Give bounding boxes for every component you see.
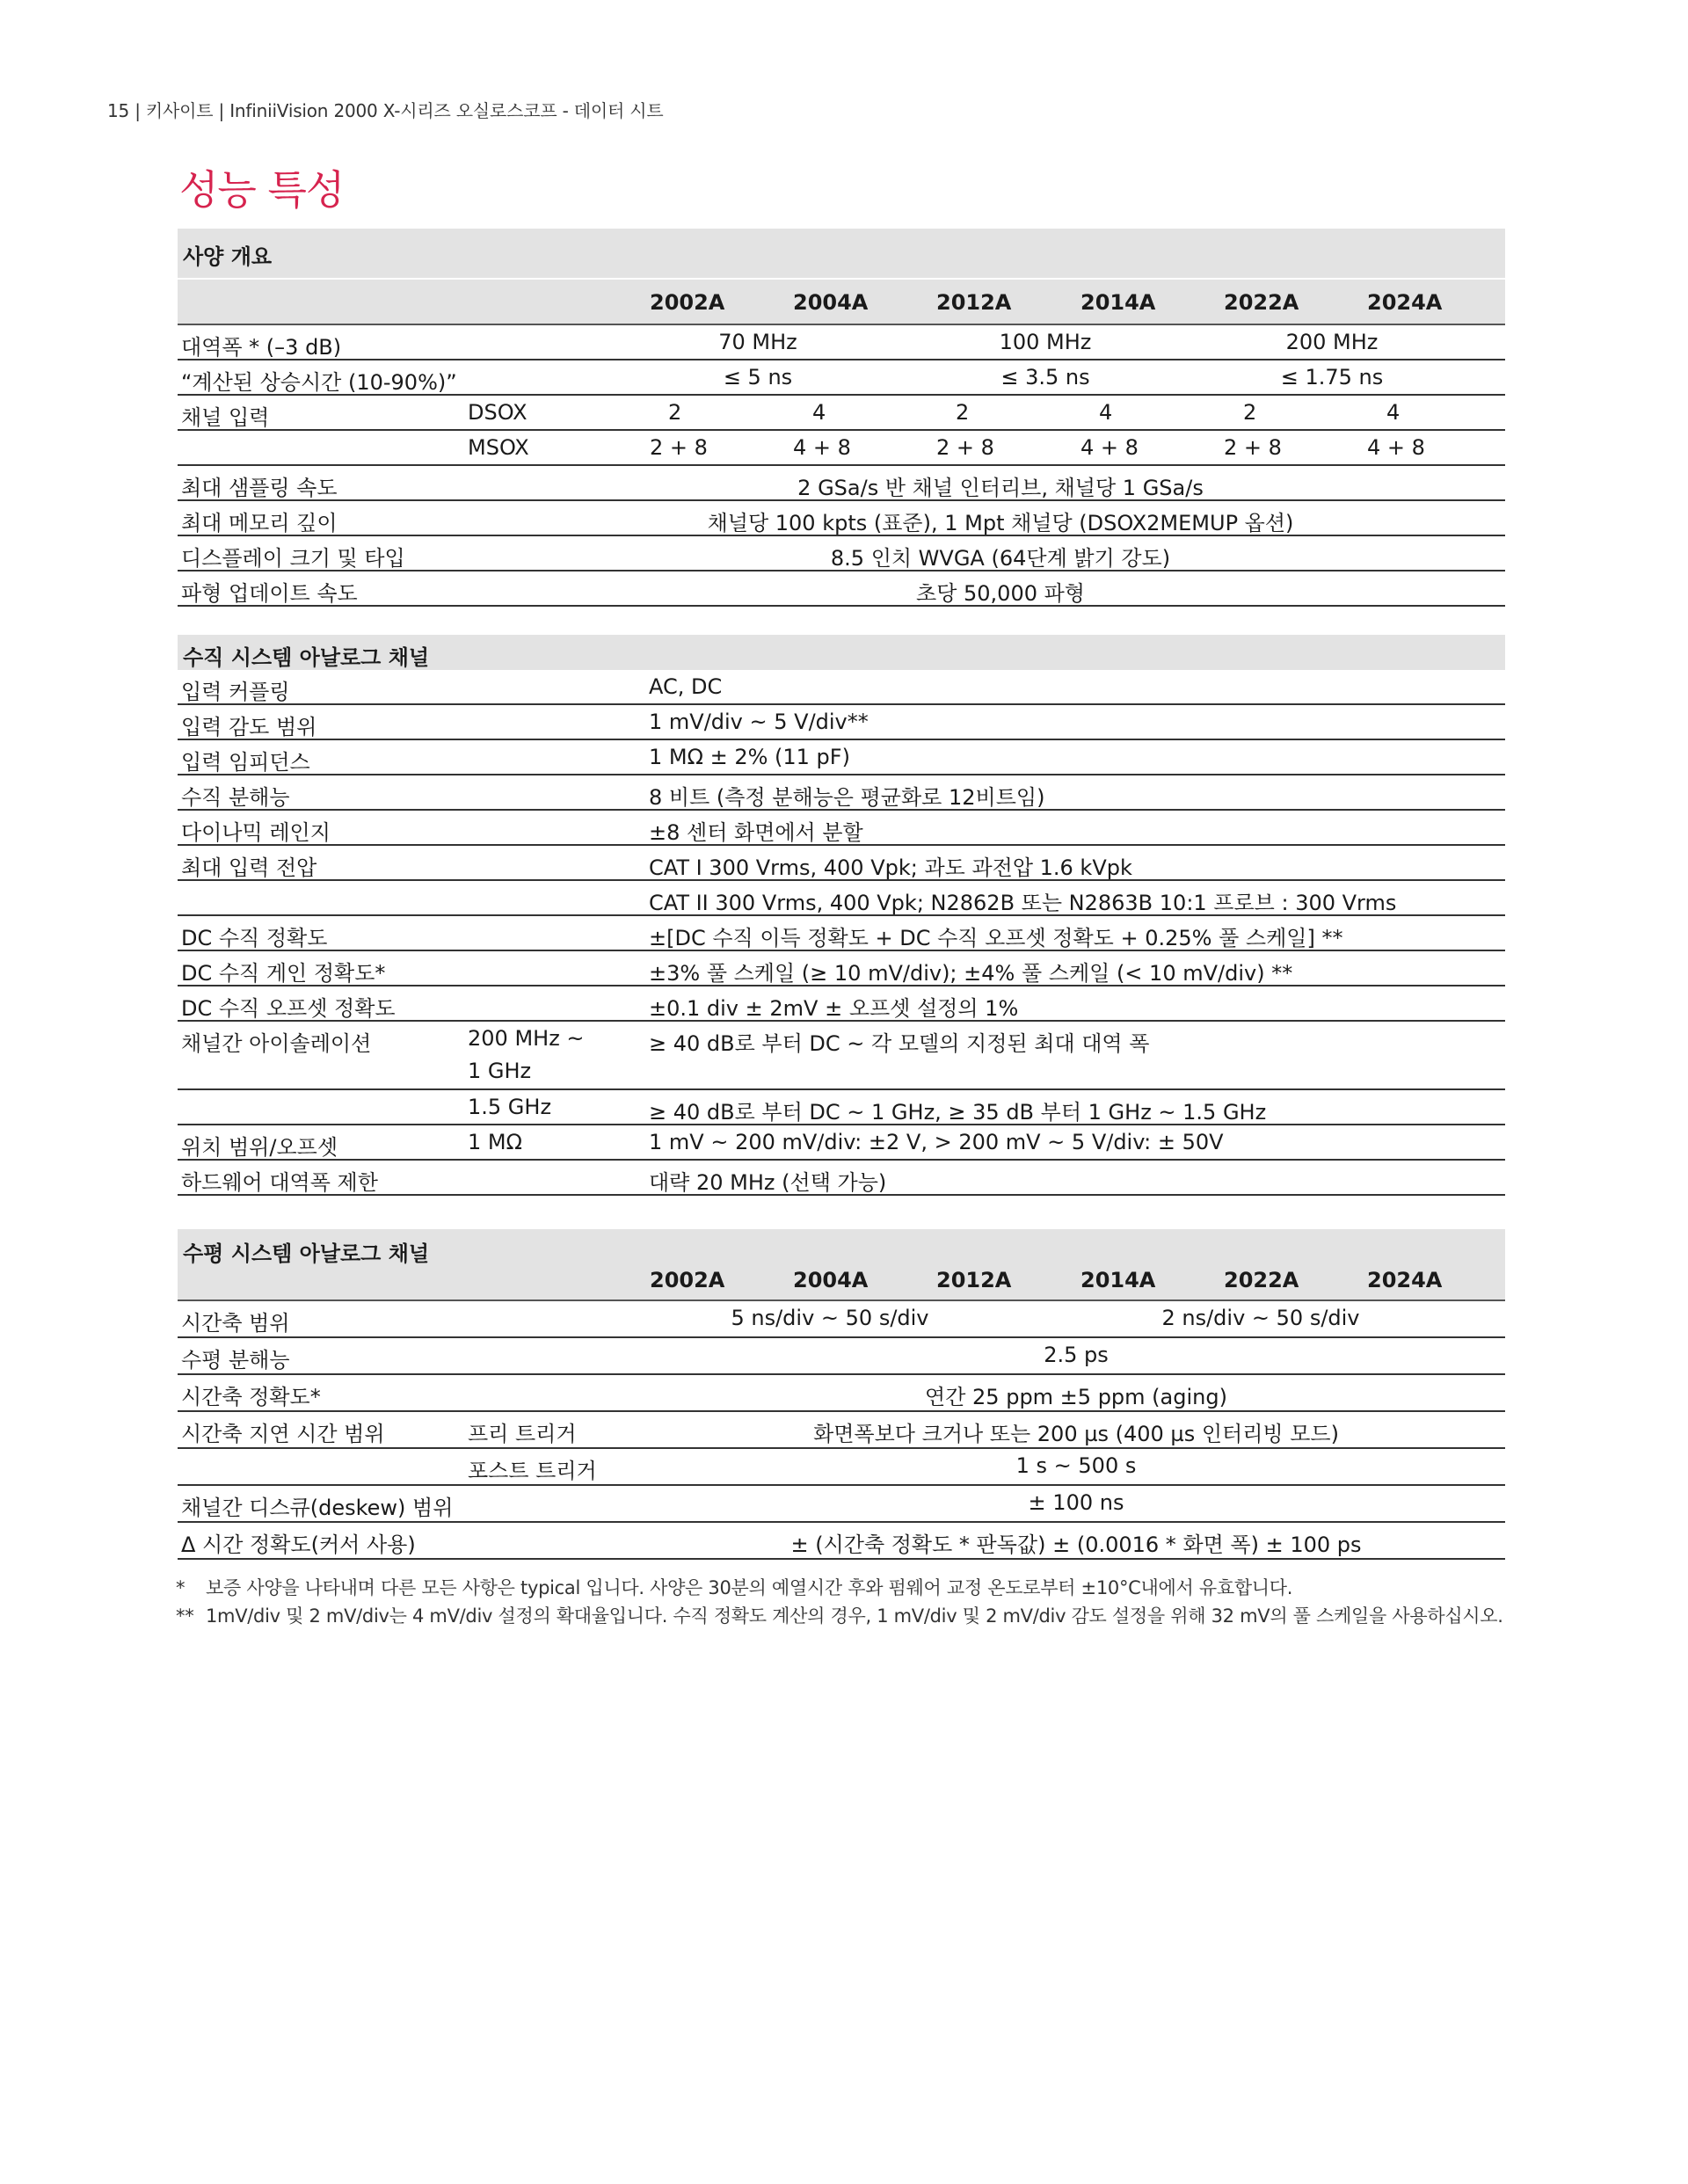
spec-row-delay-post [178, 1449, 1505, 1486]
spec-label: DC 수직 게인 정확도* [181, 961, 386, 986]
spec-label: 시간축 범위 [181, 1311, 290, 1336]
model-header: 2022A [1224, 1268, 1299, 1292]
spec-value: 200 MHz [1285, 330, 1379, 354]
spec-label: DC 수직 정확도 [181, 926, 328, 950]
spec-value: ±8 센터 화면에서 분할 [649, 820, 863, 845]
spec-value: 100 MHz [999, 330, 1092, 354]
spec-label: 최대 입력 전압 [181, 855, 317, 880]
spec-label: 채널 입력 [181, 405, 270, 430]
spec-row-impedance [178, 740, 1505, 775]
spec-row-dynamic-range [178, 811, 1505, 846]
spec-label: 수평 분해능 [181, 1348, 290, 1372]
spec-sublabel: 1 GHz [468, 1059, 532, 1083]
spec-row-dc-gain [178, 951, 1505, 986]
spec-value: 70 MHz [718, 330, 797, 354]
spec-value: 2 + 8 [936, 435, 994, 460]
spec-label: DC 수직 오프셋 정확도 [181, 996, 396, 1021]
spec-row-deskew [178, 1486, 1505, 1523]
model-header: 2012A [936, 1268, 1012, 1292]
spec-value: ±3% 풀 스케일 (≥ 10 mV/div); ±4% 풀 스케일 (< 10 mV/div) ** [649, 961, 1293, 986]
overview-table [178, 229, 1505, 607]
model-header: 2022A [1224, 290, 1299, 315]
spec-row-memory [178, 501, 1505, 536]
spec-value: 2 [956, 400, 970, 425]
spec-row-sample-rate [178, 466, 1505, 501]
spec-value: 2 + 8 [650, 435, 708, 460]
spec-value: 4 + 8 [793, 435, 851, 460]
spec-value: 2 [668, 400, 682, 425]
spec-row-timebase-range [178, 1301, 1505, 1338]
running-header: 15 | 키사이트 | InfiniiVision 2000 X-시리즈 오실로스코프 - 데이터 시트 [107, 100, 664, 121]
page-title: 성능 특성 [179, 166, 345, 214]
spec-value: 2 ns/div ~ 50 s/div [1161, 1306, 1360, 1330]
spec-row-channels-dsox [178, 396, 1505, 431]
spec-value: 대략 20 MHz (선택 가능) [649, 1170, 887, 1195]
horizontal-header [178, 1229, 1505, 1301]
spec-row-dc-accuracy [178, 916, 1505, 951]
footnote-text: 1mV/div 및 2 mV/div는 4 mV/div 설정의 확대율입니다. 수직 정확도 계산의 경우, 1 mV/div 및 2 mV/div 감도 설정을 위해 32 mV의 풀 스케일을 사용하십시오. [206, 1605, 1503, 1627]
model-header: 2024A [1367, 290, 1443, 315]
overview-title: 사양 개요 [183, 244, 273, 269]
model-header: 2012A [936, 290, 1012, 315]
spec-row-rise-time [178, 360, 1505, 396]
spec-row-isolation-1500 [178, 1090, 1505, 1125]
vertical-table [178, 635, 1505, 1196]
spec-value: 2 [1243, 400, 1257, 425]
spec-row-timebase-accuracy [178, 1375, 1505, 1412]
spec-value: 5 ns/div ~ 50 s/div [731, 1306, 929, 1330]
spec-sublabel: 1 MΩ [468, 1130, 522, 1154]
spec-value: 1 mV ~ 200 mV/div: ±2 V, > 200 mV ~ 5 V/div: ± 50V [649, 1130, 1224, 1154]
spec-value: 8 비트 (측정 분해능은 평균화로 12비트임) [649, 785, 1045, 810]
spec-row-position [178, 1125, 1505, 1161]
spec-label: 대역폭 * (–3 dB) [181, 335, 342, 360]
spec-row-resolution [178, 775, 1505, 811]
spec-value: 4 [1386, 400, 1401, 425]
model-header: 2014A [1080, 1268, 1156, 1292]
spec-label: 수직 분해능 [181, 785, 290, 810]
spec-value: 초당 50,000 파형 [916, 581, 1085, 606]
spec-label: 시간축 지연 시간 범위 [181, 1422, 385, 1446]
model-header: 2024A [1367, 1268, 1443, 1292]
overview-header [178, 229, 1505, 278]
spec-value: ≤ 3.5 ns [1000, 365, 1090, 389]
spec-row-display [178, 536, 1505, 571]
spec-row-max-input-cat2 [178, 881, 1505, 916]
spec-row-delta-time [178, 1523, 1505, 1560]
spec-value: 2.5 ps [1044, 1343, 1109, 1367]
spec-label: 다이나믹 레인지 [181, 820, 331, 845]
spec-sublabel: 프리 트리거 [468, 1422, 577, 1446]
overview-model-header [178, 278, 1505, 325]
spec-value: ≤ 5 ns [723, 365, 793, 389]
horizontal-title: 수평 시스템 아날로그 채널 [183, 1241, 430, 1266]
spec-value: 채널당 100 kpts (표준), 1 Mpt 채널당 (DSOX2MEMUP 옵션) [707, 511, 1294, 535]
spec-row-max-input [178, 846, 1505, 881]
spec-row-delay-pre [178, 1412, 1505, 1449]
spec-value: 화면폭보다 크거나 또는 200 µs (400 µs 인터리빙 모드) [813, 1422, 1339, 1446]
spec-row-isolation [178, 1022, 1505, 1090]
spec-value: CAT I 300 Vrms, 400 Vpk; 과도 과전압 1.6 kVpk [649, 855, 1132, 880]
spec-row-dc-offset [178, 986, 1505, 1022]
spec-row-update-rate [178, 571, 1505, 607]
model-header: 2004A [793, 290, 869, 315]
spec-value: AC, DC [649, 674, 723, 699]
spec-value: 1 mV/div ~ 5 V/div** [649, 710, 869, 734]
spec-label: 시간축 정확도* [181, 1385, 321, 1409]
spec-value: 4 + 8 [1080, 435, 1139, 460]
spec-value: 연간 25 ppm ±5 ppm (aging) [925, 1385, 1227, 1409]
footnote-mark: * [176, 1577, 186, 1598]
spec-label: 파형 업데이트 속도 [181, 581, 358, 606]
spec-label: 입력 커플링 [181, 680, 290, 704]
spec-label: 하드웨어 대역폭 제한 [181, 1170, 378, 1195]
vertical-header [178, 635, 1505, 670]
spec-row-channels-msox [178, 431, 1505, 466]
spec-sublabel: DSOX [468, 400, 528, 425]
horizontal-table [178, 1229, 1505, 1560]
spec-sublabel: 포스트 트리거 [468, 1459, 597, 1483]
spec-value: 2 + 8 [1224, 435, 1282, 460]
spec-sublabel: 200 MHz ~ [468, 1026, 585, 1051]
spec-label: 최대 메모리 깊이 [181, 511, 338, 535]
footnote-text: 보증 사양을 나타내며 다른 모든 사항은 typical 입니다. 사양은 30분의 예열시간 후와 펌웨어 교정 온도로부터 ±10°C내에서 유효합니다. [206, 1577, 1293, 1598]
spec-value: ≥ 40 dB로 부터 DC ~ 각 모델의 지정된 최대 대역 폭 [649, 1031, 1150, 1056]
spec-value: ±0.1 div ± 2mV ± 오프셋 설정의 1% [649, 996, 1019, 1021]
spec-row-sensitivity [178, 705, 1505, 740]
footnote [176, 1602, 1503, 1630]
model-header: 2002A [650, 1268, 725, 1292]
spec-value: 4 [1099, 400, 1113, 425]
spec-value: 1 MΩ ± 2% (11 pF) [649, 745, 850, 769]
footnote-mark: ** [176, 1605, 194, 1627]
spec-row-coupling [178, 670, 1505, 705]
spec-label: 최대 샘플링 속도 [181, 476, 338, 500]
spec-label: “계산된 상승시간 (10-90%)” [181, 370, 457, 395]
spec-value: ± (시간축 정확도 * 판독값) ± (0.0016 * 화면 폭) ± 100 ps [790, 1532, 1362, 1557]
spec-label: 위치 범위/오프셋 [181, 1135, 338, 1160]
spec-value: 4 [812, 400, 826, 425]
spec-value: ±[DC 수직 이득 정확도 + DC 수직 오프셋 정확도 + 0.25% 풀 스케일] ** [649, 926, 1343, 950]
model-header: 2014A [1080, 290, 1156, 315]
spec-label: 채널간 디스큐(deskew) 범위 [181, 1496, 454, 1520]
spec-row-bw-limit [178, 1161, 1505, 1196]
spec-sublabel: MSOX [468, 435, 529, 460]
spec-label: 채널간 아이솔레이션 [181, 1031, 372, 1056]
model-header: 2004A [793, 1268, 869, 1292]
spec-value: 2 GSa/s 반 채널 인터리브, 채널당 1 GSa/s [797, 476, 1204, 500]
spec-label: 입력 감도 범위 [181, 715, 317, 739]
footnote [176, 1574, 1503, 1602]
spec-value: CAT II 300 Vrms, 400 Vpk; N2862B 또는 N2863B 10:1 프로브 : 300 Vrms [649, 891, 1397, 915]
spec-value: 1 s ~ 500 s [1015, 1453, 1137, 1478]
spec-sublabel: 1.5 GHz [468, 1095, 552, 1119]
spec-value: ± 100 ns [1028, 1490, 1124, 1515]
spec-row-horizontal-resolution [178, 1338, 1505, 1375]
spec-value: ≤ 1.75 ns [1280, 365, 1384, 389]
spec-label: Δ 시간 정확도(커서 사용) [181, 1532, 416, 1557]
spec-value: 4 + 8 [1367, 435, 1425, 460]
spec-value: ≥ 40 dB로 부터 DC ~ 1 GHz, ≥ 35 dB 부터 1 GHz ~ 1.5 GHz [649, 1100, 1267, 1125]
spec-label: 입력 임피던스 [181, 750, 310, 775]
footnotes [176, 1574, 1503, 1630]
spec-value: 8.5 인치 WVGA (64단계 밝기 강도) [830, 546, 1171, 571]
vertical-title: 수직 시스템 아날로그 채널 [183, 645, 430, 670]
model-header: 2002A [650, 290, 725, 315]
spec-label: 디스플레이 크기 및 타입 [181, 546, 405, 571]
spec-row-bandwidth [178, 325, 1505, 360]
